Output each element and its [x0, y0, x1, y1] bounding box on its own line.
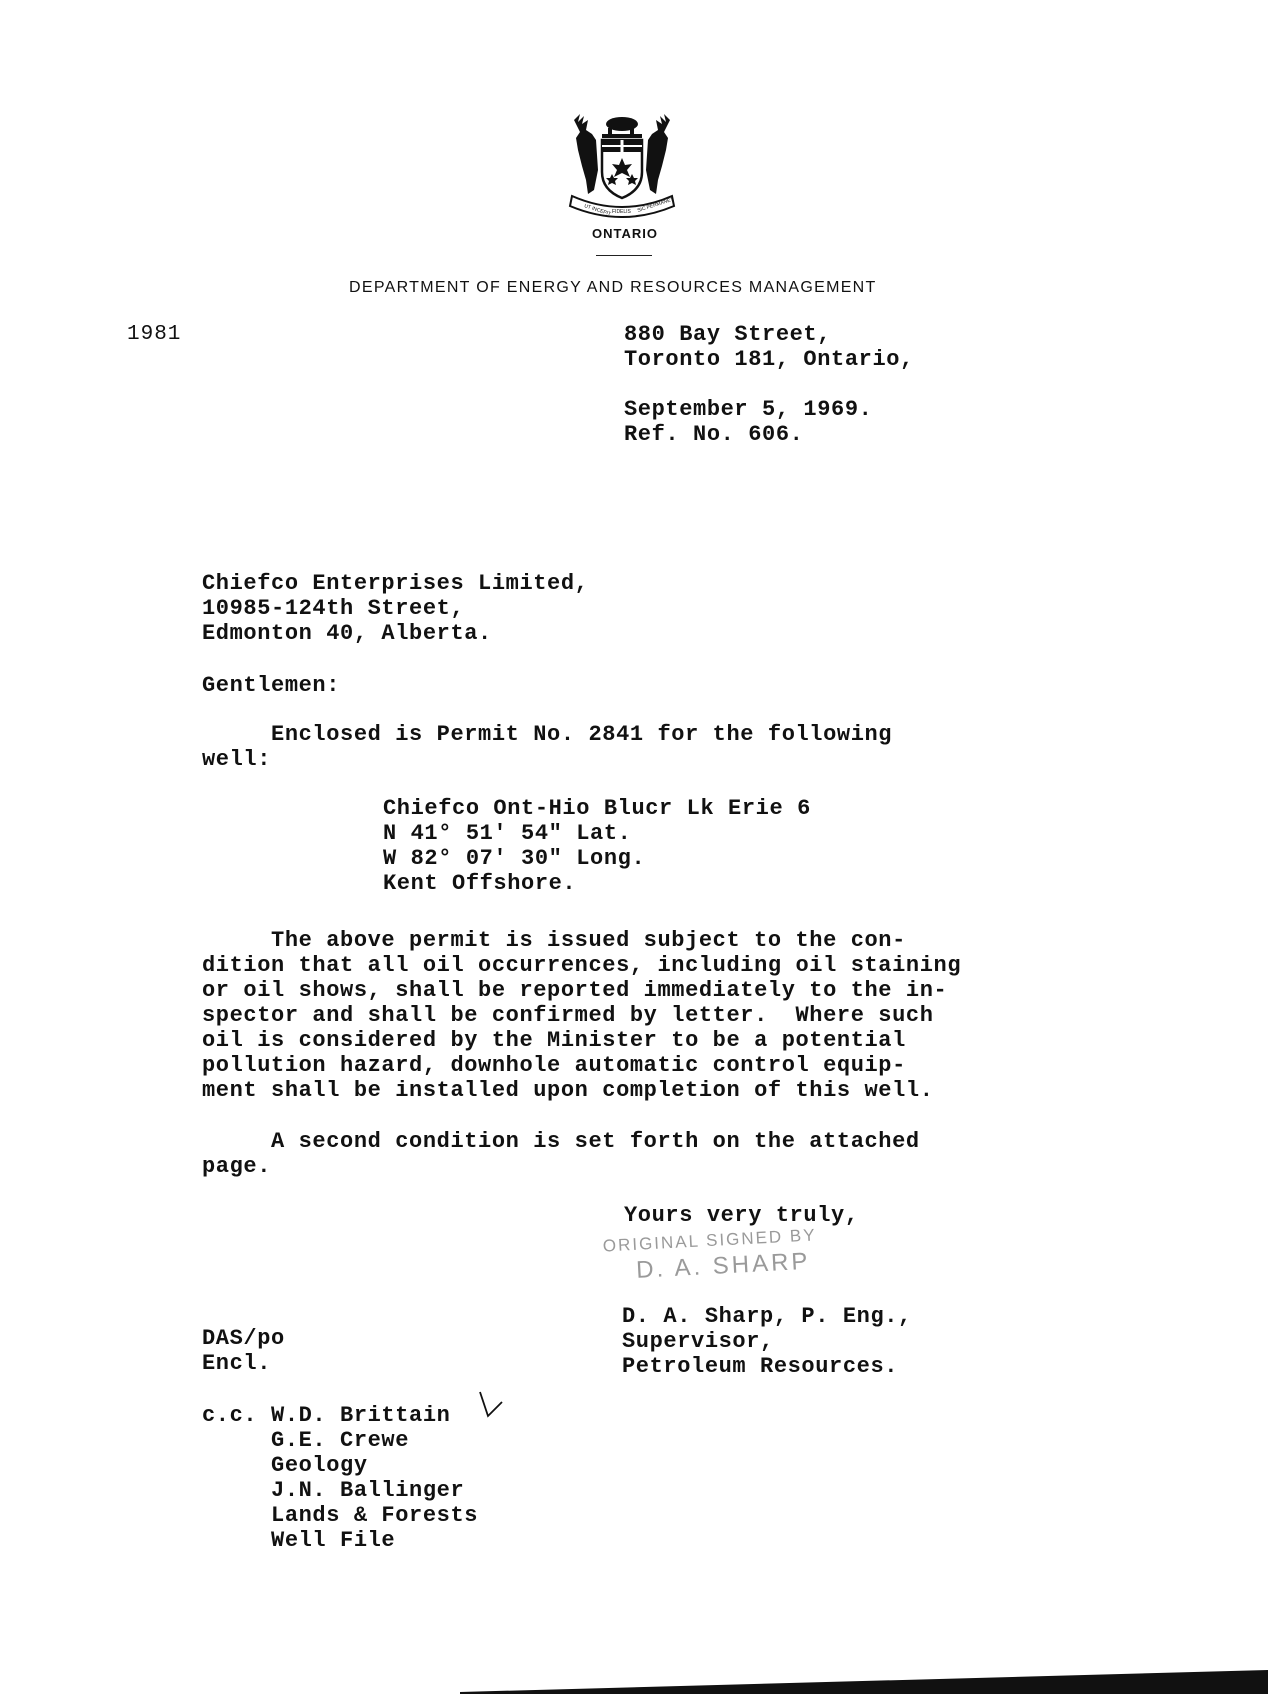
- scan-edge-bar: [460, 1656, 1268, 1694]
- signatory-branch: Petroleum Resources.: [622, 1354, 899, 1379]
- paragraph-line: ment shall be installed upon completion of this well.: [202, 1078, 934, 1103]
- cc-line: Geology: [202, 1453, 368, 1478]
- cc-line: Lands & Forests: [202, 1503, 479, 1528]
- recipient-address: [202, 571, 588, 646]
- cc-line: J.N. Ballinger: [202, 1478, 465, 1503]
- letterhead-divider: [596, 255, 652, 256]
- paragraph-line: The above permit is issued subject to the con-: [202, 928, 906, 953]
- well-details: [383, 796, 811, 896]
- recipient-line: Chiefco Enterprises Limited,: [202, 571, 589, 596]
- enclosure-line: Encl.: [202, 1351, 272, 1376]
- paragraph-permit: [202, 722, 892, 772]
- letter-date: September 5, 1969.: [624, 397, 873, 422]
- initials-line: DAS/po: [202, 1326, 285, 1351]
- original-signed-stamp: [602, 1224, 855, 1305]
- salutation: Gentlemen:: [202, 673, 341, 698]
- paragraph-line: spector and shall be confirmed by letter. Where such: [202, 1003, 934, 1028]
- signatory-title: Supervisor,: [622, 1329, 774, 1354]
- checkmark-icon: [478, 1390, 504, 1420]
- date-block: [624, 397, 872, 447]
- recipient-line: 10985-124th Street,: [202, 596, 465, 621]
- svg-text:SIC PERMANET: SIC PERMANET: [636, 196, 675, 214]
- paragraph-second-condition: [202, 1129, 920, 1179]
- cc-line: G.E. Crewe: [202, 1428, 410, 1453]
- reference-number: Ref. No. 606.: [624, 422, 804, 447]
- paragraph-line: well:: [202, 747, 272, 772]
- signature-block: [622, 1304, 912, 1379]
- paragraph-line: pollution hazard, downhole automatic control equip-: [202, 1053, 906, 1078]
- paragraph-line: dition that all oil occurrences, including oil staining: [202, 953, 962, 978]
- well-longitude: W 82° 07' 30" Long.: [383, 846, 646, 871]
- cc-line: Well File: [202, 1528, 396, 1553]
- svg-text:UT INCEPIT: UT INCEPIT: [583, 203, 612, 218]
- department-name: DEPARTMENT OF ENERGY AND RESOURCES MANAGEMENT: [349, 279, 877, 296]
- stamp-line-2: D. A. SHARP: [635, 1247, 812, 1284]
- province-name: ONTARIO: [592, 226, 658, 241]
- file-number: 1981: [127, 323, 182, 346]
- cc-line: c.c. W.D. Brittain: [202, 1403, 451, 1428]
- sender-address: [624, 322, 914, 372]
- complimentary-closing: Yours very truly,: [624, 1203, 859, 1228]
- signatory-name: D. A. Sharp, P. Eng.,: [622, 1304, 912, 1329]
- sender-address-line: Toronto 181, Ontario,: [624, 347, 914, 372]
- stamp-line-1: ORIGINAL SIGNED BY: [602, 1225, 818, 1256]
- paragraph-line: Enclosed is Permit No. 2841 for the following: [202, 722, 893, 747]
- paragraph-line: A second condition is set forth on the attached: [202, 1129, 920, 1154]
- svg-text:FIDELIS: FIDELIS: [612, 209, 631, 215]
- paragraph-line: page.: [202, 1154, 272, 1179]
- typist-initials: [202, 1326, 285, 1376]
- carbon-copy-list: [202, 1403, 478, 1553]
- well-location: Kent Offshore.: [383, 871, 577, 896]
- recipient-line: Edmonton 40, Alberta.: [202, 621, 492, 646]
- sender-address-line: 880 Bay Street,: [624, 322, 832, 347]
- ontario-coat-of-arms: [558, 110, 686, 218]
- well-latitude: N 41° 51' 54" Lat.: [383, 821, 632, 846]
- paragraph-conditions: [202, 928, 961, 1103]
- well-name: Chiefco Ont-Hio Blucr Lk Erie 6: [383, 796, 811, 821]
- paragraph-line: or oil shows, shall be reported immediately to the in-: [202, 978, 948, 1003]
- paragraph-line: oil is considered by the Minister to be a potential: [202, 1028, 906, 1053]
